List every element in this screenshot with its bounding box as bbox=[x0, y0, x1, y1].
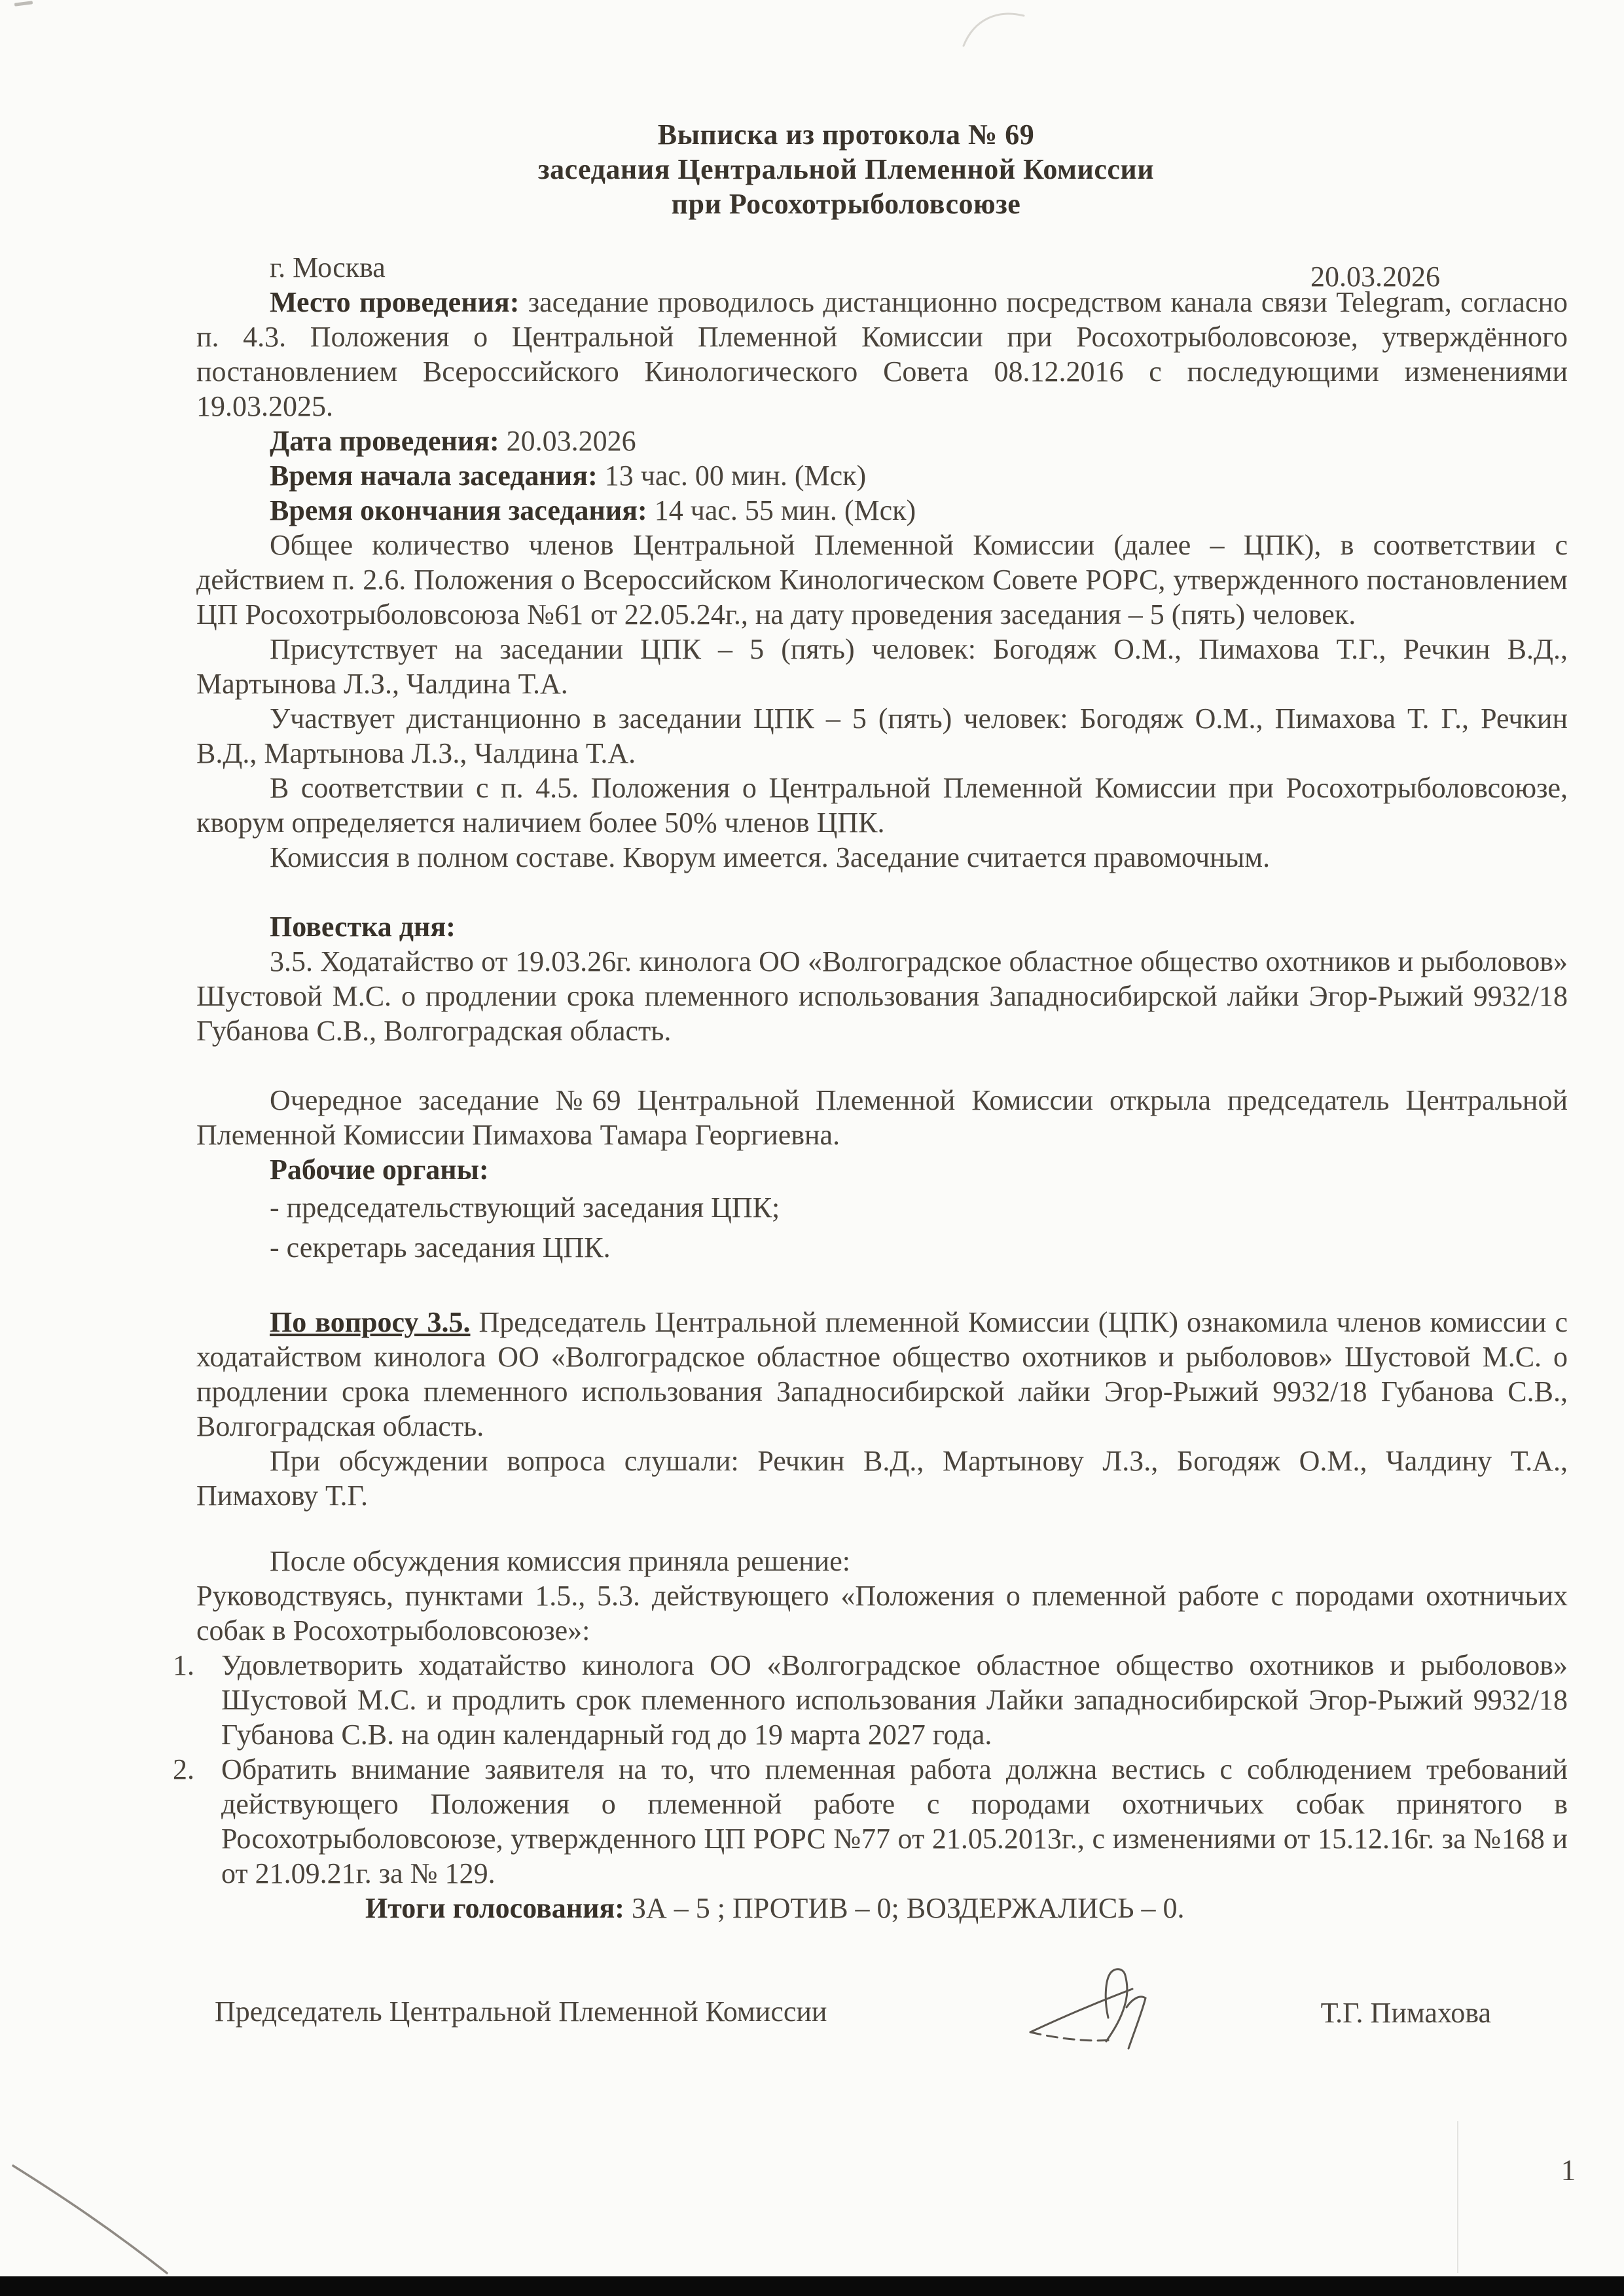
field-value: заседание проводилось дистанционно посредством канала связи Telegram, согласно п. 4.3. Положения о Центральной Племенной Комиссии при Росохотрыболовсоюзе, утверждённого постановлением Всероссийского Кинологического Совета 08.12.2016 с последующими изменениями 19.03.2025. bbox=[196, 286, 1568, 422]
paragraph-date bbox=[196, 424, 1568, 458]
paragraph-quorum-ok: Комиссия в полном составе. Кворум имеется. Заседание считается правомочным. bbox=[270, 841, 1271, 873]
paragraph-opening: Очередное заседание №69 Центральной Племенной Комиссии открыла председатель Центральной Племенной Комиссии Пимахова Тамара Георгиевна. bbox=[196, 1084, 1568, 1151]
signature-row bbox=[196, 1994, 1568, 2033]
field-label: Время начала заседания: bbox=[270, 460, 598, 492]
agenda-heading bbox=[196, 909, 1568, 944]
item-text: Удовлетворить ходатайство кинолога ОО «Волгоградское областное общество охотников и рыболовов» Шустовой М.С. и продлить срок племенного использования Лайки западносибирской Эгор-Рыжий 9932/18 Губанова С.В. на один календарный год до 19 марта 2027 года. bbox=[221, 1649, 1568, 1751]
text-column bbox=[173, 117, 1568, 2033]
signature-mark bbox=[1019, 1961, 1163, 2060]
field-value: 13 час. 00 мин. (Мск) bbox=[597, 460, 867, 492]
document-title bbox=[196, 117, 1568, 221]
paragraph-decision-intro: После обсуждения комиссия приняла решение: bbox=[270, 1545, 850, 1577]
meta-row bbox=[196, 250, 1568, 293]
title-line: заседания Центральной Племенной Комиссии bbox=[537, 153, 1155, 185]
decision-list bbox=[173, 1648, 1568, 1891]
decision-item bbox=[173, 1648, 1568, 1752]
paragraph-remote: Участвует дистанционно в заседании ЦПК – 5 (пять) человек: Богодяж О.М., Пимахова Т. Г., Речкин В.Д., Мартынова Л.З., Чалдина Т.А. bbox=[196, 702, 1568, 769]
paragraph-agenda-item: 3.5. Ходатайство от 19.03.26г. кинолога ОО «Волгоградское областное общество охотников и рыболовов» Шустовой М.С. о продлении срока племенного использования Западносибирской лайки Эгор-Рыжий 9932/18 Губанова С.В., Волгоградская область. bbox=[196, 945, 1568, 1047]
paragraph-start-time bbox=[196, 458, 1568, 493]
city-label: г. Москва bbox=[270, 251, 386, 283]
field-value: 14 час. 55 мин. (Мск) bbox=[647, 494, 916, 526]
scan-speck-artifact bbox=[14, 1, 33, 6]
field-label: Время окончания заседания: bbox=[270, 494, 647, 526]
paragraph-members-count: Общее количество членов Центральной Племенной Комиссии (далее – ЦПК), в соответствии с действием п. 2.6. Положения о Всероссийском Кинологическом Совете РОРС, утвержденного постановлением ЦП Росохотрыболовсоюза №61 от 22.05.24г., на дату проведения заседания – 5 (пять) человек. bbox=[196, 529, 1568, 630]
date-label: 20.03.2026 bbox=[1310, 261, 1440, 293]
field-value: 20.03.2026 bbox=[499, 425, 636, 457]
paragraph-quorum-rule: В соответствии с п. 4.5. Положения о Центральной Племенной Комиссии при Росохотрыболовсоюзе, кворум определяется наличием более 50% членов ЦПК. bbox=[196, 772, 1568, 839]
title-line: Выписка из протокола № 69 bbox=[657, 118, 1035, 151]
question-text: Председатель Центральной племенной Комиссии (ЦПК) ознакомила членов комиссии с ходатайством кинолога ОО «Волгоградское областное общество охотников и рыболовов» Шустовой М.С. о продлении срока племенного использования Западносибирской лайки Эгор-Рыжий 9932/18 Губанова С.В., Волгоградская область. bbox=[196, 1306, 1568, 1442]
paragraph-end-time bbox=[196, 493, 1568, 528]
field-label: Дата проведения: bbox=[270, 425, 499, 457]
voting-label: Итоги голосования: bbox=[365, 1892, 624, 1924]
scan-crease-artifact bbox=[0, 2147, 196, 2278]
bullet-secretary: - секретарь заседания ЦПК. bbox=[270, 1231, 611, 1264]
field-label: Повестка дня: bbox=[270, 911, 456, 943]
item-number: 1. bbox=[173, 1649, 194, 1681]
paragraph-speakers: При обсуждении вопроса слушали: Речкин В.Д., Мартынову Л.З., Богодяж О.М., Чалдину Т.А., Пимахову Т.Г. bbox=[196, 1445, 1568, 1512]
paragraph-present: Присутствует на заседании ЦПК – 5 (пять) человек: Богодяж О.М., Пимахова Т.Г., Речкин В.Д., Мартынова Л.З., Чалдина Т.А. bbox=[196, 633, 1568, 700]
scan-streak-artifact bbox=[1457, 2121, 1458, 2273]
scan-arc-artifact bbox=[961, 5, 1033, 51]
signature-role: Председатель Центральной Племенной Комиссии bbox=[215, 1995, 827, 2028]
scan-edge-bar bbox=[0, 2276, 1624, 2296]
title-line: при Росохотрыболовсоюзе bbox=[671, 188, 1021, 220]
voting-results bbox=[196, 1891, 1568, 1925]
paragraph-venue bbox=[196, 285, 1568, 424]
paragraph-guided-by: Руководствуясь, пунктами 1.5., 5.3. действующего «Положения о племенной работе с породами охотничьих собак в Росохотрыболовсоюзе»: bbox=[196, 1580, 1568, 1647]
item-text: Обратить внимание заявителя на то, что племенная работа должна вестись с соблюдением требований действующего Положения о племенной работе с породами охотничьих собак принятого в Росохотрыболовсоюзе, утвержденного ЦП РОРС №77 от 21.05.2013г., с изменениями от 15.12.16г. за №168 и от 21.09.21г. за № 129. bbox=[221, 1753, 1568, 1889]
item-number: 2. bbox=[173, 1753, 194, 1785]
decision-item bbox=[173, 1752, 1568, 1891]
question-label: По вопросу 3.5. bbox=[270, 1306, 471, 1338]
working-bodies-heading bbox=[196, 1152, 1568, 1187]
field-label: Место проведения: bbox=[270, 286, 520, 318]
field-label: Рабочие органы: bbox=[270, 1154, 489, 1186]
voting-values: ЗА – 5 ; ПРОТИВ – 0; ВОЗДЕРЖАЛИСЬ – 0. bbox=[624, 1892, 1185, 1924]
bullet-chairman: - председательствующий заседания ЦПК; bbox=[270, 1192, 780, 1224]
signature-name: Т.Г. Пимахова bbox=[1320, 1997, 1491, 2029]
page-number: 1 bbox=[1561, 2153, 1576, 2187]
paragraph-question bbox=[196, 1305, 1568, 1444]
